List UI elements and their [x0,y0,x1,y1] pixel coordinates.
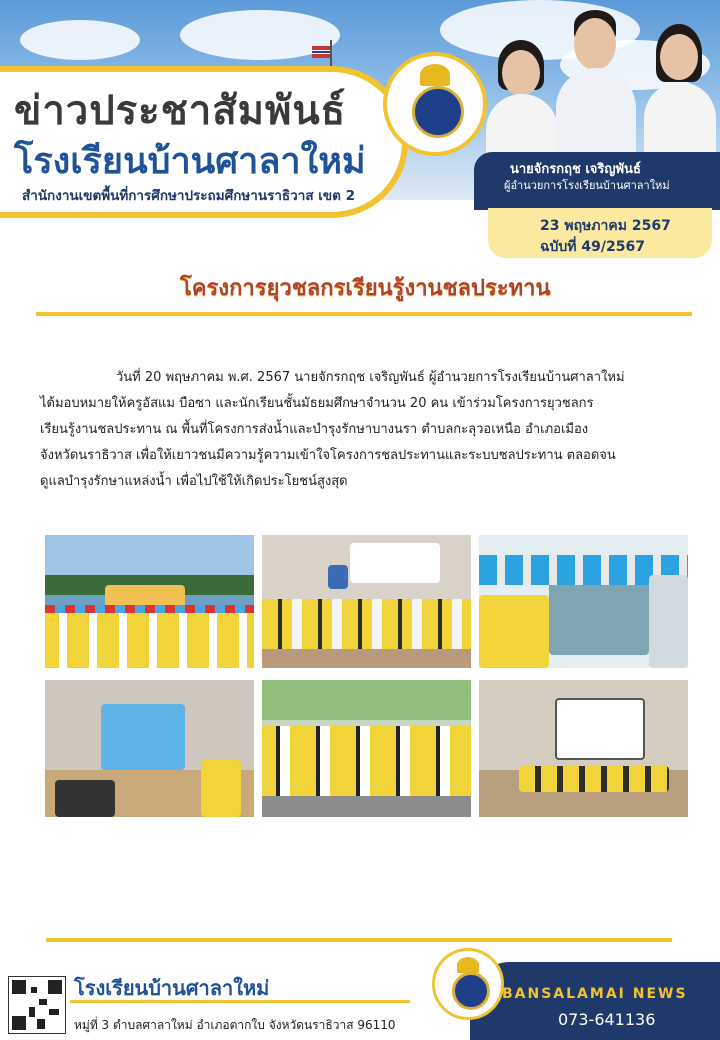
article-line-5: ดูแลบำรุงรักษาแหล่งน้ำ เพื่อไปใช้ให้เกิดประโยชน์สูงสุด [40,474,348,489]
staff-photo-woman-right [644,24,716,160]
photo-group-by-river [45,535,254,668]
photo-classroom-screen [45,680,254,817]
school-name-title: โรงเรียนบ้านศาลาใหม่ [14,141,366,182]
footer-divider [46,938,672,942]
photo-students-lined-up [262,680,471,817]
issue-number: ฉบับที่ 49/2567 [540,239,645,255]
headline-divider [36,312,692,316]
staff-photo-director [556,10,636,160]
director-title: ผู้อำนวยการโรงเรียนบ้านศาลาใหม่ [504,179,670,192]
school-logo-footer-icon [432,948,504,1020]
article-headline: โครงการยุวชลกรเรียนรู้งานชลประทาน [180,276,551,301]
director-name: นายจักรกฤช เจริญพันธ์ [510,162,641,177]
phone-number: 073-641136 [558,1010,656,1029]
publish-date: 23 พฤษภาคม 2567 [540,218,671,234]
photo-lecture-room [479,680,688,817]
footer-school-underline [70,1000,410,1003]
article-line-3: เรียนรู้งานชลประทาน ณ พื้นที่โครงการส่งน้ำและบำรุงรักษาบางนรา ตำบลกะลุวอเหนือ อำเภอเมือง [40,422,589,437]
article-line-1: วันที่ 20 พฤษภาคม พ.ศ. 2567 นายจักรกฤช เจริญพันธ์ ผู้อำนวยการโรงเรียนบ้านศาลาใหม่ [116,370,625,385]
page-title: ข่าวประชาสัมพันธ์ [14,88,347,134]
qr-code-icon[interactable] [8,976,66,1034]
photo-model-viewing [479,535,688,668]
footer-address: หมู่ที่ 3 ตำบลศาลาใหม่ อำเภอตากใบ จังหวัดนราธิวาส 96110 [74,1018,396,1032]
agency-subtitle: สำนักงานเขตพื้นที่การศึกษาประถมศึกษานราธิวาส เขต 2 [22,188,355,204]
article-line-4: จังหวัดนราธิวาส เพื่อให้เยาวชนมีความรู้ความเข้าใจโครงการชลประทานและระบบชลประทาน ตลอดจน [40,448,616,463]
school-logo-icon [383,52,487,156]
article-line-2: ได้มอบหมายให้ครูอัสแม บือซา และนักเรียนชั้นมัธยมศึกษาจำนวน 20 คน เข้าร่วมโครงการยุวชลกร [40,396,594,411]
staff-photo-woman-left [486,40,558,160]
footer-school-name: โรงเรียนบ้านศาลาใหม่ [74,976,270,1000]
photo-presentation-hall [262,535,471,668]
news-label: BANSALAMAI NEWS [502,986,688,1002]
